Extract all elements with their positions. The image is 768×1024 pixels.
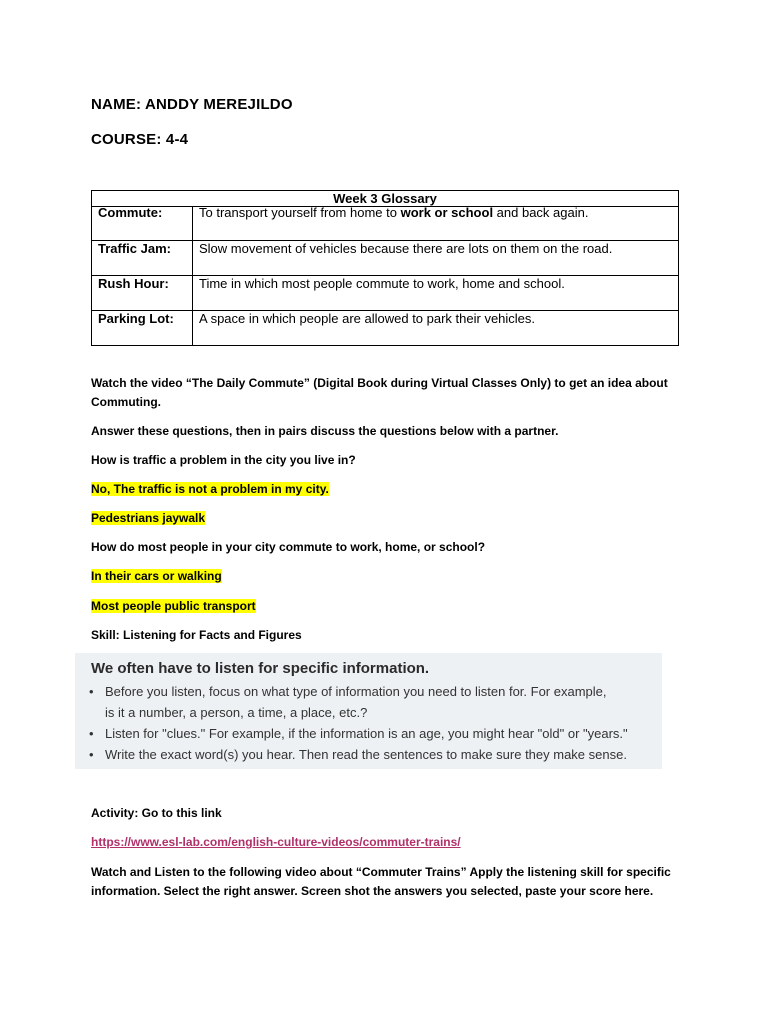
skill-tip-item-continuation: is it a number, a person, a time, a place, etc.? — [105, 705, 368, 720]
glossary-row — [92, 311, 679, 346]
glossary-term: Traffic Jam: — [92, 241, 193, 276]
highlighted-answer: No, The traffic is not a problem in my city. — [91, 482, 329, 496]
glossary-definition: Time in which most people commute to work, home and school. — [193, 276, 679, 311]
answer-2a — [91, 567, 671, 586]
highlighted-answer: Most people public transport — [91, 599, 256, 613]
commuter-trains-link[interactable]: https://www.esl-lab.com/english-culture-videos/commuter-trains/ — [91, 835, 461, 849]
skill-label: Skill: Listening for Facts and Figures — [91, 628, 302, 642]
answer-2b — [91, 597, 671, 616]
glossary-term: Rush Hour: — [92, 276, 193, 311]
glossary-row — [92, 276, 679, 311]
activity-link-line — [91, 833, 671, 852]
bullet-icon: • — [89, 747, 94, 762]
glossary-definition: To transport yourself from home to work or school and back again. — [193, 207, 679, 241]
skill-tip-item: • Before you listen, focus on what type of information you need to listen for. For example, is it a number, a person, a time, a place, etc.? — [89, 681, 628, 723]
glossary-definition: A space in which people are allowed to park their vehicles. — [193, 311, 679, 346]
glossary-row — [92, 207, 679, 241]
skill-tip-box — [75, 653, 662, 769]
activity-instruction: Watch and Listen to the following video about “Commuter Trains” Apply the listening skill for specific information. Select the right answer. Screen shot the answers you selected, paste your score here. — [91, 865, 671, 898]
glossary-term: Commute: — [92, 207, 193, 241]
question-2: How do most people in your city commute to work, home, or school? — [91, 540, 486, 554]
answer-instruction: Answer these questions, then in pairs discuss the questions below with a partner. — [91, 424, 559, 438]
student-name: NAME: ANDDY MEREJILDO — [91, 96, 293, 113]
highlighted-answer: In their cars or walking — [91, 569, 222, 583]
glossary-table — [91, 190, 679, 346]
glossary-term: Parking Lot: — [92, 311, 193, 346]
answer-1a — [91, 480, 671, 499]
watch-instruction: Watch the video “The Daily Commute” (Digital Book during Virtual Classes Only) to get an idea about Commuting. — [91, 376, 668, 409]
skill-tip-title: We often have to listen for specific information. — [91, 660, 430, 677]
glossary-row — [92, 241, 679, 276]
glossary-title: Week 3 Glossary — [92, 191, 679, 207]
activity-label: Activity: Go to this link — [91, 806, 222, 820]
glossary-definition: Slow movement of vehicles because there are lots on them on the road. — [193, 241, 679, 276]
bullet-icon: • — [89, 726, 94, 741]
skill-tip-item: • Listen for "clues." For example, if the information is an age, you might hear "old" or "years." — [89, 723, 628, 744]
course-label: COURSE: 4-4 — [91, 131, 189, 148]
answer-1b — [91, 509, 671, 528]
skill-tip-item: • Write the exact word(s) you hear. Then read the sentences to make sure they make sense. — [89, 744, 628, 765]
highlighted-answer: Pedestrians jaywalk — [91, 511, 206, 525]
bullet-icon: • — [89, 684, 94, 699]
skill-tip-list — [89, 681, 628, 765]
question-1: How is traffic a problem in the city you live in? — [91, 453, 356, 467]
